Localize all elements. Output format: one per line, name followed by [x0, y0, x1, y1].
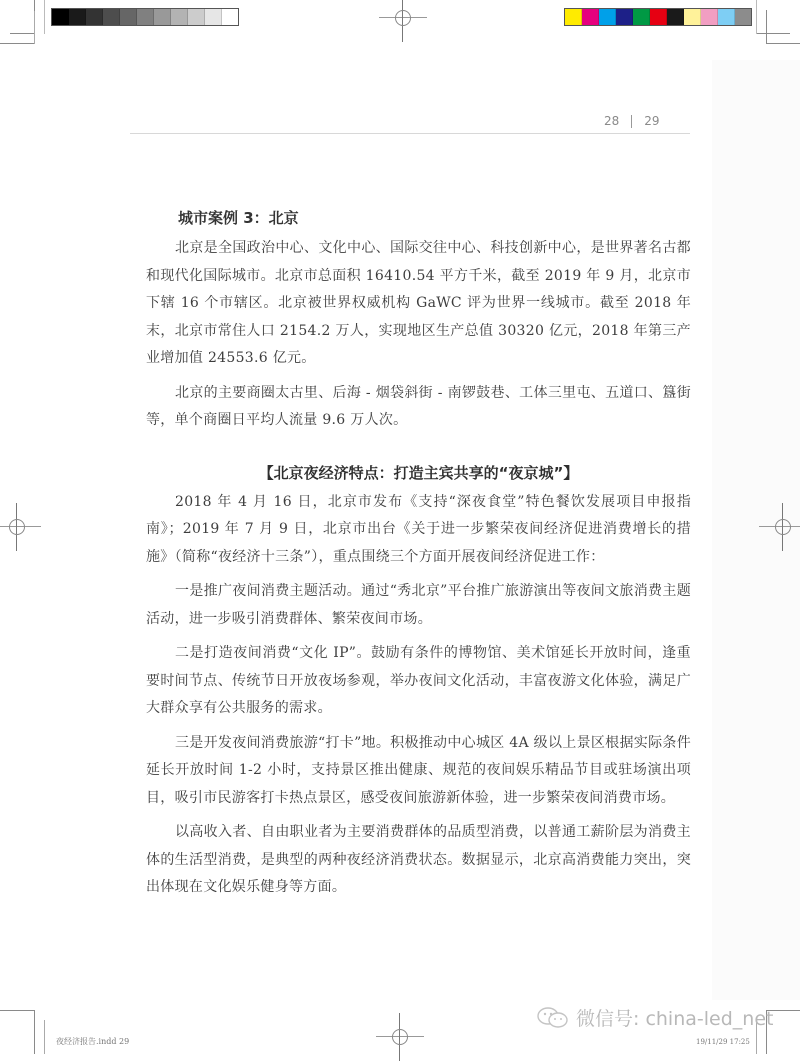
crop-mark — [0, 1010, 34, 1011]
case-paragraph: 北京的主要商圈太古里、后海 - 烟袋斜街 - 南锣鼓巷、工体三里屯、五道口、簋街等，单个商圈日平均人流量 9.6 万人次。 — [146, 384, 691, 428]
color-swatch — [69, 9, 86, 25]
process-color-bar — [564, 8, 752, 26]
crop-mark — [34, 11, 35, 44]
color-swatch — [735, 9, 751, 25]
section-paragraph: 三是开发夜间消费旅游“打卡”地。积极推动中心城区 4A 级以上景区根据实际条件延长开放时间 1-2 小时，支持景区推出健康、规范的夜间娱乐精品节目或驻场演出项目，吸引市民游客打卡热点景区，感受夜间旅游新体验，进一步繁荣夜间消费市场。 — [146, 734, 691, 806]
section-paragraph: 2018 年 4 月 16 日，北京市发布《支持“深夜食堂”特色餐饮发展项目申报指南》；2019 年 7 月 9 日，北京市出台《关于进一步繁荣夜间经济促进消费增长的措施》（简称“夜经济十三条”），重点围绕三个方面开展夜间经济促进工作： — [146, 493, 691, 565]
color-swatch — [718, 9, 735, 25]
color-swatch — [103, 9, 120, 25]
wechat-icon — [536, 1006, 570, 1030]
print-timestamp: 19/11/29 17:25 — [696, 1038, 750, 1046]
color-swatch — [633, 9, 650, 25]
color-swatch — [171, 9, 188, 25]
page-body — [146, 205, 691, 902]
color-swatch — [222, 9, 238, 25]
color-swatch — [205, 9, 222, 25]
crop-mark — [757, 33, 790, 34]
crop-mark — [44, 0, 45, 34]
header-rule — [130, 133, 690, 134]
color-swatch — [86, 9, 103, 25]
color-swatch — [616, 9, 633, 25]
case-paragraph: 北京是全国政治中心、文化中心、国际交往中心、科技创新中心，是世界著名古都和现代化国际城市。北京市总面积 16410.54 平方千米，截至 2019 年 9 月，北京市下辖 16 个市辖区。北京被世界权威机构 GaWC 评为世界一线城市。截至 2018 年末，北京市常住人口 2154.2 万人，实现地区生产总值 30320 亿元，2018 年第三产业增加值 24553.6 亿元。 — [146, 240, 691, 366]
case-title: 城市案例 3：北京 — [178, 209, 299, 227]
file-slug: 夜经济报告.indd 29 — [56, 1037, 130, 1046]
color-swatch — [154, 9, 171, 25]
crop-mark — [44, 1020, 45, 1054]
crop-mark — [34, 1010, 35, 1054]
watermark — [536, 1004, 773, 1031]
section-paragraph: 一是推广夜间消费主题活动。通过“秀北京”平台推广旅游演出等夜间文旅消费主题活动，进一步吸引消费群体、繁荣夜间市场。 — [146, 583, 691, 627]
color-swatch — [650, 9, 667, 25]
color-swatch — [52, 9, 69, 25]
color-swatch — [582, 9, 599, 25]
color-swatch — [565, 9, 582, 25]
color-swatch — [137, 9, 154, 25]
color-swatch — [120, 9, 137, 25]
crop-mark — [766, 10, 767, 43]
registration-mark-bottom — [390, 1027, 410, 1047]
crop-mark — [0, 43, 34, 44]
page-number-divider — [631, 115, 632, 128]
color-swatch — [701, 9, 718, 25]
section-paragraph: 二是打造夜间消费“文化 IP”。鼓励有条件的博物馆、美术馆延长开放时间，逢重要时间节点、传统节日开放夜场参观，举办夜间文化活动，丰富夜游文化体验，满足广大群众享有公共服务的需求。 — [146, 645, 691, 716]
registration-mark-left — [7, 517, 27, 537]
page-numbers — [604, 114, 660, 128]
watermark-text: 微信号: china-led_net — [576, 1008, 774, 1030]
color-swatch — [667, 9, 684, 25]
registration-mark-top — [393, 8, 413, 28]
color-swatch — [599, 9, 616, 25]
section-title: 【北京夜经济特点：打造主宾共享的“夜京城”】 — [258, 463, 579, 482]
grayscale-color-bar — [51, 8, 239, 26]
color-swatch — [684, 9, 701, 25]
crop-mark — [756, 0, 757, 34]
section-paragraph: 以高收入者、自由职业者为主要消费群体的品质型消费，以普通工薪阶层为消费主体的生活型消费，是典型的两种夜经济消费状态。数据显示，北京高消费能力突出，突出体现在文化娱乐健身等方面。 — [146, 824, 691, 895]
page-number-right: 29 — [644, 114, 660, 128]
color-swatch — [188, 9, 205, 25]
registration-mark-right — [773, 517, 793, 537]
crop-mark — [766, 43, 800, 44]
crop-mark — [10, 33, 35, 34]
page-number-left: 28 — [604, 114, 620, 128]
